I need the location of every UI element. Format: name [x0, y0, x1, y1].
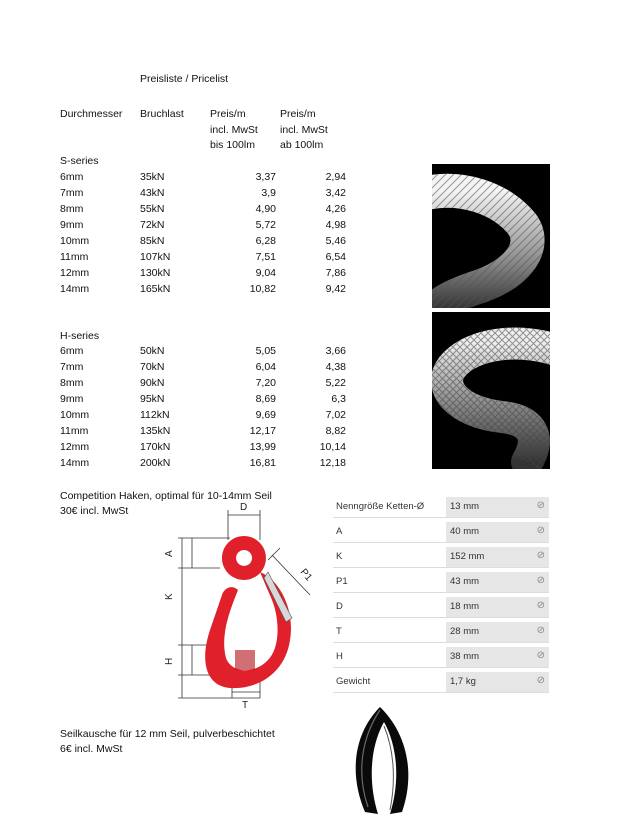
load-cell: 165kN [140, 283, 171, 295]
load-cell: 135kN [140, 425, 171, 437]
header-diameter: Durchmesser [60, 108, 123, 120]
spec-value: 40 mm [450, 526, 480, 537]
dim-label-k: K [164, 593, 175, 600]
diameter-cell: 7mm [60, 187, 84, 199]
spec-row [333, 572, 549, 592]
load-cell: 107kN [140, 251, 171, 263]
info-icon[interactable]: ⊘ [536, 525, 545, 536]
spec-value-cell [446, 672, 549, 692]
load-cell: 72kN [140, 219, 165, 231]
table-row [0, 187, 400, 203]
table-row [0, 267, 400, 283]
spec-row [333, 547, 549, 567]
spec-value-cell [446, 597, 549, 617]
header-price-below-100: Preis/m incl. MwSt bis 100lm [210, 108, 258, 151]
price-below-cell: 7,20 [255, 377, 276, 389]
info-icon[interactable]: ⊘ [536, 600, 545, 611]
table-row [0, 441, 400, 457]
spec-value-cell [446, 547, 549, 567]
diameter-cell: 6mm [60, 345, 84, 357]
price-above-cell: 3,66 [325, 345, 346, 357]
table-row [0, 219, 400, 235]
info-icon[interactable]: ⊘ [536, 625, 545, 636]
header-load: Bruchlast [140, 108, 184, 120]
spec-label: A [336, 526, 343, 537]
load-cell: 85kN [140, 235, 165, 247]
price-above-cell: 3,42 [325, 187, 346, 199]
spec-label: K [336, 551, 343, 562]
price-above-cell: 10,14 [319, 441, 346, 453]
load-cell: 112kN [140, 409, 170, 421]
info-icon[interactable]: ⊘ [536, 650, 545, 661]
table-row [0, 171, 400, 187]
info-icon[interactable]: ⊘ [536, 575, 545, 586]
price-list-title: Preisliste / Pricelist [140, 73, 229, 85]
table-row [0, 283, 400, 299]
table-row [0, 251, 400, 267]
price-above-cell: 8,82 [325, 425, 346, 437]
spec-label: Nenngröße Ketten-Ø [336, 501, 425, 512]
load-cell: 90kN [140, 377, 165, 389]
price-below-cell: 5,72 [255, 219, 276, 231]
price-below-cell: 9,04 [255, 267, 276, 279]
price-above-cell: 2,94 [325, 171, 346, 183]
spec-row [333, 597, 549, 617]
divider [333, 542, 549, 543]
load-cell: 70kN [140, 361, 165, 373]
spec-row [333, 522, 549, 542]
table-row [0, 345, 400, 361]
diameter-cell: 8mm [60, 377, 84, 389]
load-cell: 55kN [140, 203, 165, 215]
price-above-cell: 7,86 [325, 267, 346, 279]
spec-value-cell [446, 622, 549, 642]
spec-value-cell [446, 522, 549, 542]
dim-label-h: H [164, 657, 175, 665]
load-cell: 170kN [140, 441, 171, 453]
price-below-cell: 6,04 [255, 361, 276, 373]
table-row [0, 235, 400, 251]
price-below-cell: 3,9 [261, 187, 276, 199]
table-row [0, 361, 400, 377]
dim-label-d: D [240, 502, 248, 513]
price-above-cell: 4,26 [325, 203, 346, 215]
info-icon[interactable]: ⊘ [536, 675, 545, 686]
thimble-title: Seilkausche für 12 mm Seil, pulverbeschichtet [60, 728, 275, 740]
price-below-cell: 3,37 [255, 171, 276, 183]
price-above-cell: 6,3 [331, 393, 346, 405]
price-below-cell: 7,51 [255, 251, 276, 263]
spec-value-cell [446, 647, 549, 667]
hook-diagram [160, 500, 330, 710]
diameter-cell: 11mm [60, 251, 89, 263]
load-cell: 200kN [140, 457, 171, 469]
price-above-cell: 6,54 [325, 251, 346, 263]
diameter-cell: 6mm [60, 171, 84, 183]
hook-title: Competition Haken, optimal für 10-14mm Seil [60, 490, 272, 502]
spec-value: 152 mm [450, 551, 485, 562]
h-series-label: H-series [60, 330, 100, 342]
spec-label: T [336, 626, 342, 637]
divider [333, 617, 549, 618]
divider [333, 642, 549, 643]
spec-value: 38 mm [450, 651, 480, 662]
diameter-cell: 7mm [60, 361, 84, 373]
load-cell: 50kN [140, 345, 165, 357]
diameter-cell: 11mm [60, 425, 89, 437]
divider [333, 517, 549, 518]
price-below-cell: 10,82 [249, 283, 276, 295]
s-series-label: S-series [60, 155, 99, 167]
price-above-cell: 5,22 [325, 377, 346, 389]
price-below-cell: 16,81 [249, 457, 276, 469]
h-series-rope-photo [432, 312, 550, 469]
spec-value: 13 mm [450, 501, 480, 512]
spec-row [333, 497, 549, 517]
info-icon[interactable]: ⊘ [536, 500, 545, 511]
dim-label-p1: P1 [297, 566, 314, 584]
price-above-cell: 4,98 [325, 219, 346, 231]
h-series-table [0, 345, 400, 475]
price-below-cell: 13,99 [249, 441, 276, 453]
price-below-cell: 5,05 [255, 345, 276, 357]
spec-row [333, 622, 549, 642]
price-above-cell: 7,02 [325, 409, 346, 421]
load-cell: 43kN [140, 187, 165, 199]
diameter-cell: 10mm [60, 235, 90, 247]
load-cell: 35kN [140, 171, 165, 183]
price-below-cell: 4,90 [255, 203, 276, 215]
divider [333, 592, 549, 593]
price-above-cell: 4,38 [325, 361, 346, 373]
spec-label: H [336, 651, 343, 662]
thimble-image [340, 702, 420, 822]
load-cell: 95kN [140, 393, 165, 405]
table-row [0, 393, 400, 409]
diameter-cell: 14mm [60, 457, 90, 469]
spec-value: 43 mm [450, 576, 480, 587]
price-above-cell: 12,18 [319, 457, 346, 469]
spec-value-cell [446, 572, 549, 592]
price-above-cell: 9,42 [325, 283, 346, 295]
diameter-cell: 14mm [60, 283, 90, 295]
price-below-cell: 6,28 [255, 235, 276, 247]
spec-value: 28 mm [450, 626, 480, 637]
load-cell: 130kN [140, 267, 171, 279]
divider [333, 567, 549, 568]
table-row [0, 425, 400, 441]
price-below-cell: 12,17 [249, 425, 276, 437]
diameter-cell: 9mm [60, 219, 84, 231]
diameter-cell: 9mm [60, 393, 84, 405]
table-row [0, 409, 400, 425]
spec-value: 18 mm [450, 601, 480, 612]
price-below-cell: 9,69 [255, 409, 276, 421]
table-row [0, 203, 400, 219]
diameter-cell: 12mm [60, 267, 90, 279]
spec-value-cell [446, 497, 549, 517]
table-row [0, 457, 400, 473]
price-below-cell: 8,69 [255, 393, 276, 405]
divider [333, 667, 549, 668]
diameter-cell: 12mm [60, 441, 90, 453]
dim-label-a: A [164, 550, 175, 557]
price-above-cell: 5,46 [325, 235, 346, 247]
spec-value: 1,7 kg [450, 676, 476, 687]
dim-label-t: T [242, 700, 249, 710]
s-series-table [0, 171, 400, 301]
hook-price: 30€ incl. MwSt [60, 505, 129, 517]
spec-row [333, 647, 549, 667]
table-row [0, 377, 400, 393]
diameter-cell: 10mm [60, 409, 90, 421]
spec-label: D [336, 601, 343, 612]
thimble-price: 6€ incl. MwSt [60, 743, 123, 755]
divider [333, 692, 549, 693]
info-icon[interactable]: ⊘ [536, 550, 545, 561]
spec-label: Gewicht [336, 676, 371, 687]
spec-row [333, 672, 549, 692]
s-series-rope-photo [432, 164, 550, 308]
spec-label: P1 [336, 576, 348, 587]
header-price-above-100: Preis/m incl. MwSt ab 100lm [280, 108, 328, 151]
diameter-cell: 8mm [60, 203, 84, 215]
